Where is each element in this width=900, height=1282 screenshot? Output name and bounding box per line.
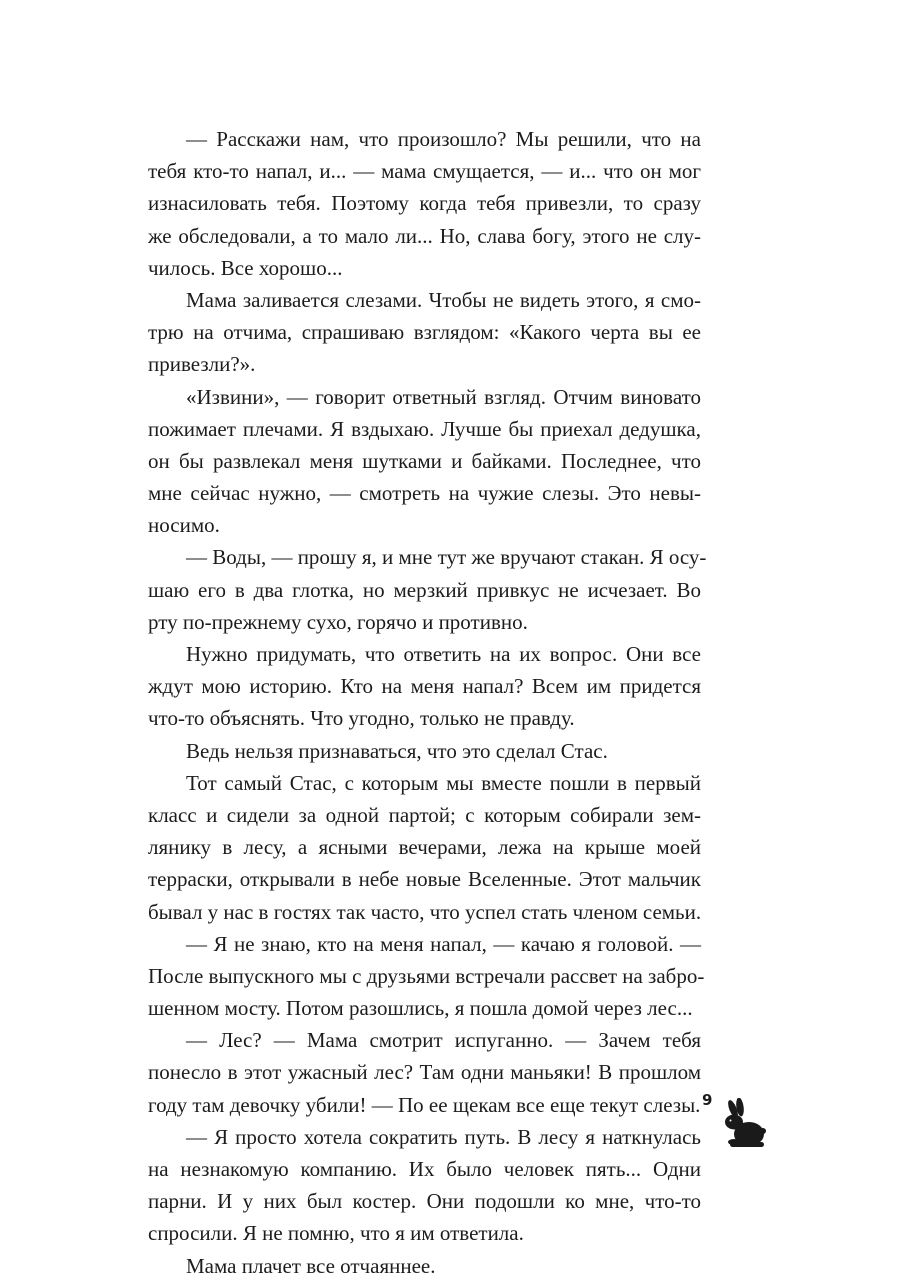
text-line: лянику в лесу, а ясными вечерами, лежа на крыше моей <box>148 835 701 860</box>
paragraph <box>148 638 701 735</box>
text-line: Тот самый Стас, с которым мы вместе пошли в первый <box>186 770 701 795</box>
text-line: носимо. <box>148 513 220 538</box>
text-line: пожимает плечами. Я вздыхаю. Лучше бы приехал дедушка, <box>148 416 701 441</box>
text-line: на незнакомую компанию. Их было человек пять... Одни <box>148 1157 701 1181</box>
text-line: тебя кто-то напал, и... — мама смущается, — и... что он мог <box>148 159 701 184</box>
paragraph <box>148 1121 701 1250</box>
text-line: После выпускного мы с друзьями встречали рассвет на забро- <box>148 963 705 988</box>
rabbit-icon <box>718 1098 766 1148</box>
text-line: «Извини», — говорит ответный взгляд. Отчим виновато <box>186 384 701 409</box>
text-line: шенном мосту. Потом разошлись, я пошла домой через лес... <box>148 996 693 1021</box>
text-line: он бы развлекал меня шутками и байками. Последнее, что <box>148 448 701 473</box>
body-text <box>148 123 707 1282</box>
text-line: бывал у нас в гостях так часто, что успел стать членом семьи. <box>148 899 702 924</box>
text-line: шаю его в два глотка, но мерзкий привкус не исчезает. Во <box>148 577 701 602</box>
text-line: Мама заливается слезами. Чтобы не видеть этого, я смо- <box>186 287 701 312</box>
text-line: терраски, открывали в небе новые Вселенные. Этот мальчик <box>148 867 701 892</box>
text-line: рту по-прежнему сухо, горячо и противно. <box>148 609 528 634</box>
text-line: ждут мою историю. Кто на меня напал? Всем им придется <box>148 674 701 699</box>
paragraph <box>148 123 701 284</box>
paragraph <box>148 381 701 542</box>
text-line: — Расскажи нам, что произошло? Мы решили, что на <box>186 127 701 151</box>
page-number: 9 <box>702 1091 713 1109</box>
text-line: Мама плачет все отчаяннее. <box>186 1253 436 1278</box>
paragraph <box>148 735 701 767</box>
text-line: трю на отчима, спрашиваю взглядом: «Какого черта вы ее <box>148 320 701 345</box>
text-line: Ведь нельзя признаваться, что это сделал Стас. <box>186 738 608 763</box>
text-line: привезли?». <box>148 352 256 377</box>
paragraph <box>148 1024 701 1121</box>
paragraph <box>148 1250 701 1282</box>
paragraph <box>148 767 701 928</box>
paragraph <box>148 541 707 638</box>
text-line: изнасиловать тебя. Поэтому когда тебя привезли, то сразу <box>148 191 701 216</box>
text-line: — Я просто хотела сократить путь. В лесу я наткнулась <box>186 1124 701 1149</box>
paragraph <box>148 284 701 381</box>
text-line: класс и сидели за одной партой; с которым собирали зем- <box>148 802 701 827</box>
text-line: — Я не знаю, кто на меня напал, — качаю я головой. — <box>186 931 701 956</box>
text-line: понесло в этот ужасный лес? Там одни маньяки! В прошлом <box>148 1060 701 1085</box>
text-line: Нужно придумать, что ответить на их вопрос. Они все <box>186 642 701 666</box>
text-line: спросили. Я не помню, что я им ответила. <box>148 1221 524 1246</box>
text-line: году там девочку убили! — По ее щекам все еще текут слезы. <box>148 1092 701 1117</box>
text-line: что-то объяснять. Что угодно, только не правду. <box>148 706 575 731</box>
paragraph <box>148 928 705 1025</box>
text-line: парни. И у них был костер. Они подошли ко мне, что-то <box>148 1189 701 1214</box>
text-line: чилось. Все хорошо... <box>148 255 343 280</box>
text-line: — Лес? — Мама смотрит испуганно. — Зачем тебя <box>186 1028 701 1053</box>
text-line: — Воды, — прошу я, и мне тут же вручают стакан. Я осу- <box>186 545 707 570</box>
text-line: мне сейчас нужно, — смотреть на чужие слезы. Это невы- <box>148 481 701 506</box>
text-line: же обследовали, а то мало ли... Но, слава богу, этого не слу- <box>148 223 701 248</box>
